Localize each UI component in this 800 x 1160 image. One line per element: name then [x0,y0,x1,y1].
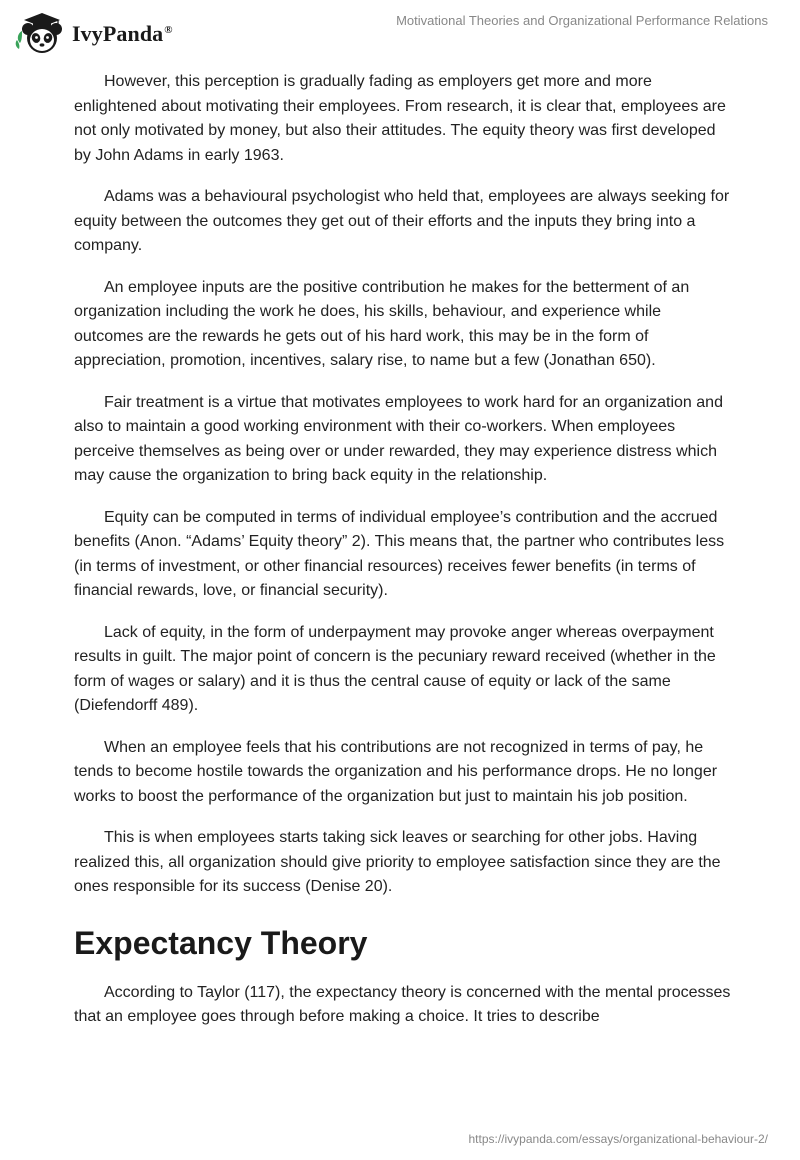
page-header [0,0,800,60]
paragraph: According to Taylor (117), the expectancy theory is concerned with the mental processes that an employee goes through before making a choice. It tries to describe [74,983,731,1025]
paragraph: An employee inputs are the positive contribution he makes for the betterment of an organization including the work he does, his skills, behaviour, and experience while outcomes are the rewards he gets out of his hard work, this may be in the form of appreciation, promotion, incentives, salary rise, to name but a few (Jonathan 650). [74,278,690,369]
paragraph: This is when employees starts taking sick leaves or searching for other jobs. Having realized this, all organization should give priority to employee satisfaction since they are the ones responsible for its success (Denise 20). [74,829,721,895]
registered-mark: ® [164,23,173,36]
section-heading: Expectancy Theory [74,924,368,961]
document-title: Motivational Theories and Organizational Performance Relations [396,13,768,28]
source-url[interactable]: https://ivypanda.com/essays/organizational-behaviour-2/ [468,1132,768,1146]
ivypanda-logo[interactable] [14,9,173,57]
essay-content [74,70,734,1047]
paragraph: Lack of equity, in the form of underpayment may provoke anger whereas overpayment results in guilt. The major point of concern is the pecuniary reward received (whether in the form of wages or salary) and it is thus the central cause of equity or lack of the same (Diefendorff 489). [74,623,716,714]
paragraph: When an employee feels that his contributions are not recognized in terms of pay, he tends to become hostile towards the organization and his performance drops. He no longer works to boost the performance of the organization but just to maintain his job position. [74,738,718,805]
paragraph: Fair treatment is a virtue that motivates employees to work hard for an organization and also to maintain a good working environment with their co-workers. When employees perceive themselves as being over or under rewarded, they may experience distress which may cause the organization to bring back equity in the relationship. [74,393,723,484]
paragraph: Equity can be computed in terms of individual employee’s contribution and the accrued benefits (Anon. “Adams’ Equity theory” 2). This means that, the partner who contributes less (in terms of investment, or other financial resources) receives fewer benefits (in terms of financial rewards, love, or financial security). [74,508,725,599]
brand-name: IvyPanda® [72,21,173,46]
paragraph: Adams was a behavioural psychologist who held that, employees are always seeking for equity between the outcomes they get out of their efforts and the inputs they bring into a company. [74,188,730,254]
paragraph: However, this perception is gradually fading as employers get more and more enlightened about motivating their employees. From research, it is clear that, employees are not only motivated by money, but also their attitudes. The equity theory was first developed by John Adams in early 1963. [74,73,726,164]
panda-graduate-icon [14,9,70,57]
